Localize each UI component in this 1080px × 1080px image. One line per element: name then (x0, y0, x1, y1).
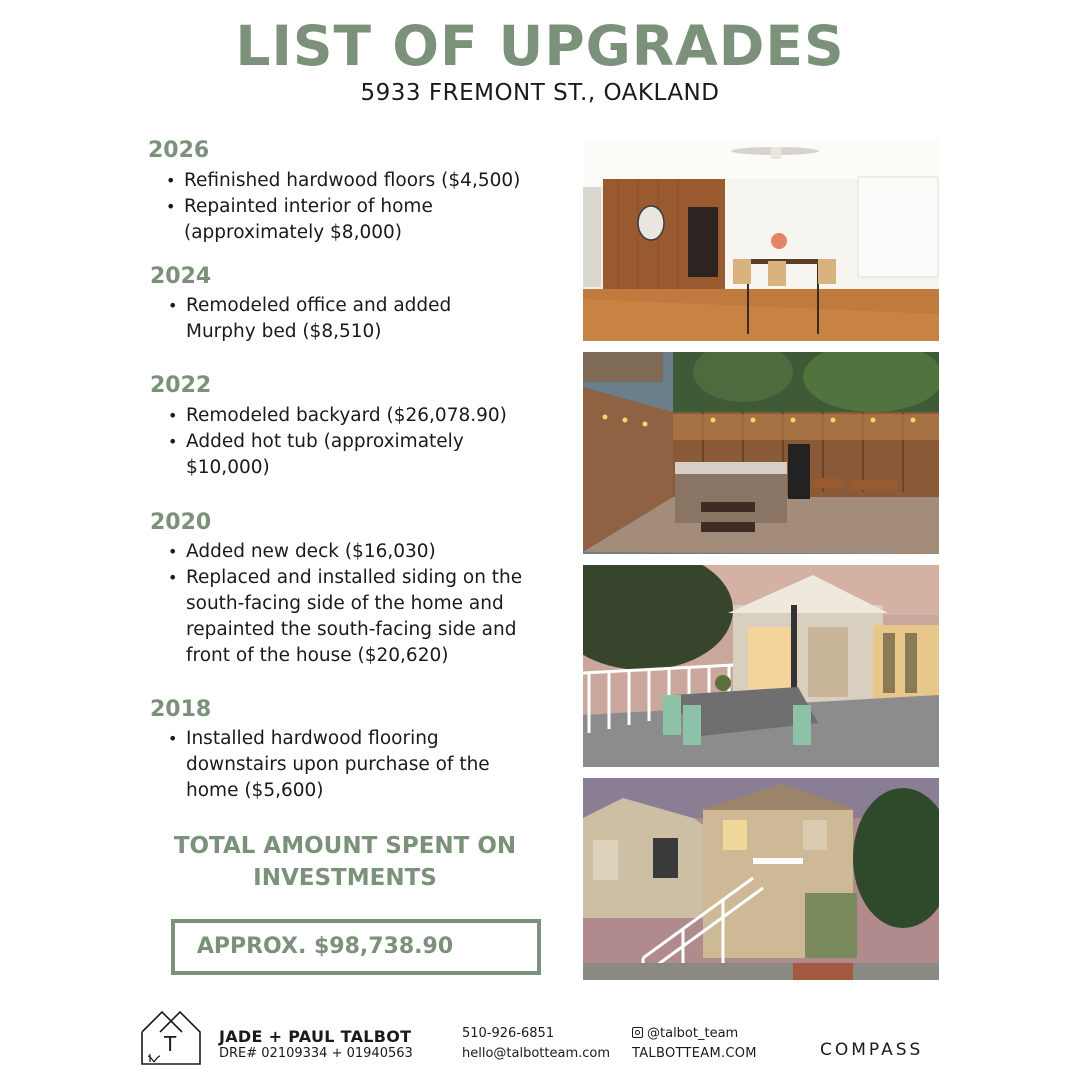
list-item-continuation: repainted the south-facing side and (186, 619, 517, 640)
list-item: • Installed hardwood flooring (186, 726, 490, 752)
page-title: LIST OF UPGRADES (235, 14, 845, 78)
year-heading-2024: 2024 (150, 264, 212, 289)
upgrade-list-2022 (186, 403, 507, 481)
instagram-handle[interactable] (632, 1026, 738, 1041)
logo-letter: T (164, 1032, 177, 1056)
total-label (150, 830, 540, 894)
brokerage-logo: COMPASS (820, 1040, 924, 1060)
deck-illustration (583, 565, 939, 767)
list-item: • Remodeled office and added (186, 293, 451, 319)
list-item: • Refinished hardwood floors ($4,500) (184, 168, 520, 194)
list-item-continuation: home ($5,600) (186, 780, 324, 801)
property-address: 5933 FREMONT ST., OAKLAND (360, 80, 720, 106)
year-heading-2020: 2020 (150, 510, 212, 535)
total-label-line-2: INVESTMENTS (253, 865, 437, 891)
total-label-line-1: TOTAL AMOUNT SPENT ON (173, 833, 517, 859)
website-link[interactable]: TALBOTTEAM.COM (632, 1046, 757, 1061)
talbot-team-logo (140, 1008, 202, 1066)
upgrade-list-2026 (184, 168, 520, 246)
total-amount-value: APPROX. $98,738.90 (196, 934, 454, 959)
upgrade-list-2018 (186, 726, 490, 804)
list-item-continuation: (approximately $8,000) (184, 222, 402, 243)
house-exterior-photo (583, 778, 939, 980)
total-amount-box (171, 919, 541, 975)
dining-room-illustration (583, 139, 939, 341)
list-item-continuation: $10,000) (186, 457, 270, 478)
list-item: • Added new deck ($16,030) (186, 539, 522, 565)
year-heading-2018: 2018 (150, 697, 212, 722)
house-illustration (583, 778, 939, 980)
deck-photo (583, 565, 939, 767)
dining-room-photo (583, 139, 939, 341)
backyard-hot-tub-photo (583, 352, 939, 554)
year-heading-2022: 2022 (150, 373, 212, 398)
list-item: • Remodeled backyard ($26,078.90) (186, 403, 507, 429)
year-heading-2026: 2026 (148, 138, 210, 163)
email-address[interactable]: hello@talbotteam.com (462, 1046, 611, 1061)
agent-name: JADE + PAUL TALBOT (219, 1027, 412, 1046)
upgrade-list-2020 (186, 539, 522, 669)
phone-number[interactable]: 510-926-6851 (462, 1026, 555, 1041)
list-item: • Repainted interior of home (184, 194, 520, 220)
hot-tub-illustration (583, 352, 939, 554)
list-item: • Replaced and installed siding on the (186, 565, 522, 591)
agent-license: DRE# 02109334 + 01940563 (219, 1046, 413, 1061)
list-item: • Added hot tub (approximately (186, 429, 507, 455)
upgrade-list-2024 (186, 293, 451, 345)
instagram-icon (632, 1027, 643, 1038)
list-item-continuation: Murphy bed ($8,510) (186, 321, 382, 342)
list-item-continuation: south-facing side of the home and (186, 593, 504, 614)
instagram-handle-text: @talbot_team (647, 1026, 739, 1041)
list-item-continuation: front of the house ($20,620) (186, 645, 449, 666)
list-item-continuation: downstairs upon purchase of the (186, 754, 490, 775)
